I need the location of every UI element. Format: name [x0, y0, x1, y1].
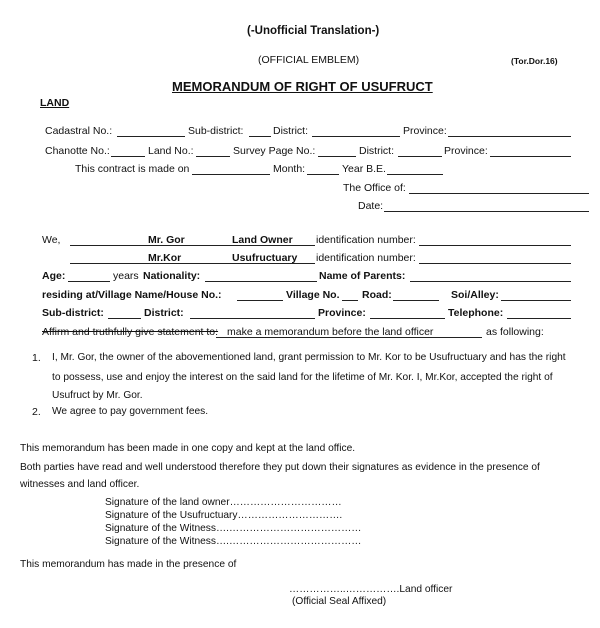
party1-name: Mr. Gor	[148, 234, 185, 246]
district-line-party[interactable]	[190, 318, 315, 319]
sub-district-line[interactable]	[249, 136, 271, 137]
sub-district-line-party[interactable]	[108, 318, 141, 319]
province-line[interactable]	[448, 136, 571, 137]
as-following: as following:	[486, 326, 544, 338]
district-label: District:	[273, 125, 308, 137]
party1-role: Land Owner	[232, 234, 293, 246]
land-section-heading: LAND	[40, 97, 70, 109]
sub-district-label: Sub-district:	[188, 125, 244, 137]
document-title: MEMORANDUM OF RIGHT OF USUFRUCT	[172, 79, 433, 94]
year-be-label: Year B.E.	[342, 163, 386, 175]
province-label: Province:	[403, 125, 447, 137]
year-be-line[interactable]	[387, 174, 443, 175]
clause-2-number: 2.	[32, 406, 41, 418]
age-line[interactable]	[68, 281, 110, 282]
sub-district-label-party: Sub-district:	[42, 307, 104, 319]
district-line[interactable]	[312, 136, 400, 137]
statement-purpose: make a memorandum before the land officer	[227, 326, 434, 338]
office-of-label: The Office of:	[343, 182, 406, 194]
land-no-line[interactable]	[196, 156, 230, 157]
clause-1-line-2: to possess, use and enjoy the interest on the said land for the lifetime of Mr. Kor. I, Mr.Kor, accepted the right of	[52, 372, 553, 383]
form-code: (Tor.Dor.16)	[511, 56, 558, 66]
signature-land-owner[interactable]: Signature of the land owner……………………………	[105, 497, 342, 508]
clause-1-line-1: I, Mr. Gor, the owner of the abovementioned land, grant permission to Mr. Kor to be Usufructuary and has the right	[52, 352, 566, 363]
date-line[interactable]	[384, 211, 589, 212]
province-label-party: Province:	[318, 307, 366, 319]
clause-1-line-3: Usufruct by Mr. Gor.	[52, 390, 143, 401]
road-label: Road:	[362, 289, 392, 301]
cadastral-no-label: Cadastral No.:	[45, 125, 113, 137]
soi-alley-line[interactable]	[501, 300, 571, 301]
province-line-2[interactable]	[490, 156, 571, 157]
years-label: years	[113, 270, 139, 282]
clause-1-number: 1.	[32, 352, 41, 364]
id-number-line-1[interactable]	[419, 245, 571, 246]
survey-page-no-line[interactable]	[318, 156, 356, 157]
land-officer-signature[interactable]: ……………..…………….Land officer	[289, 584, 453, 595]
chanotte-no-label: Chanotte No.:	[45, 145, 110, 157]
province-label-2: Province:	[444, 145, 488, 157]
id-number-line-2[interactable]	[419, 263, 571, 264]
telephone-line[interactable]	[507, 318, 571, 319]
clause-2-line-1: We agree to pay government fees.	[52, 406, 209, 417]
telephone-label: Telephone:	[448, 307, 504, 319]
party2-name: Mr.Kor	[148, 252, 182, 264]
nationality-label: Nationality:	[143, 270, 201, 282]
official-emblem-label: (OFFICIAL EMBLEM)	[258, 54, 360, 66]
signature-usufructuary[interactable]: Signature of the Usufructuary………………………….	[105, 510, 343, 521]
road-line[interactable]	[393, 300, 439, 301]
affirm-statement: Affirm and truthfully give statement to:	[42, 326, 219, 338]
copy-statement: This memorandum has been made in one copy and kept at the land office.	[20, 443, 356, 454]
read-statement-1: Both parties have read and well understood therefore they put down their signatures as evidence in the presence of	[20, 462, 540, 473]
land-no-label: Land No.:	[148, 145, 194, 157]
soi-alley-label: Soi/Alley:	[451, 289, 499, 301]
village-no-label: Village No.	[286, 289, 340, 301]
district-label-party: District:	[144, 307, 184, 319]
presence-statement: This memorandum has made in the presence of	[20, 559, 237, 570]
we-label: We,	[42, 234, 61, 246]
cadastral-no-line[interactable]	[117, 136, 185, 137]
chanotte-no-line[interactable]	[111, 156, 145, 157]
signature-witness-1[interactable]: Signature of the Witness….…………………………………	[105, 523, 362, 534]
month-label: Month:	[273, 163, 306, 175]
age-label: Age:	[42, 270, 66, 282]
residing-line[interactable]	[237, 300, 283, 301]
id-number-label-1: identification number:	[316, 234, 416, 246]
translation-note: (-Unofficial Translation-)	[247, 25, 380, 37]
name-of-parents-line[interactable]	[410, 281, 571, 282]
village-no-line[interactable]	[342, 300, 358, 301]
month-line[interactable]	[307, 174, 339, 175]
date-label: Date:	[358, 200, 384, 212]
contract-made-on-label: This contract is made on	[75, 163, 190, 175]
official-seal-note: (Official Seal Affixed)	[292, 596, 387, 607]
signature-witness-2[interactable]: Signature of the Witness….…………………………………	[105, 536, 362, 547]
district-label-2: District:	[359, 145, 394, 157]
read-statement-2: witnesses and land officer.	[20, 479, 140, 490]
nationality-line[interactable]	[205, 281, 317, 282]
contract-day-line[interactable]	[192, 174, 270, 175]
province-line-party[interactable]	[370, 318, 445, 319]
name-of-parents-label: Name of Parents:	[319, 270, 406, 282]
survey-page-no-label: Survey Page No.:	[233, 145, 316, 157]
residing-label: residing at/Village Name/House No.:	[42, 289, 222, 301]
office-of-line[interactable]	[409, 193, 589, 194]
id-number-label-2: identification number:	[316, 252, 416, 264]
district-line-2[interactable]	[398, 156, 442, 157]
party2-role: Usufructuary	[232, 252, 298, 264]
